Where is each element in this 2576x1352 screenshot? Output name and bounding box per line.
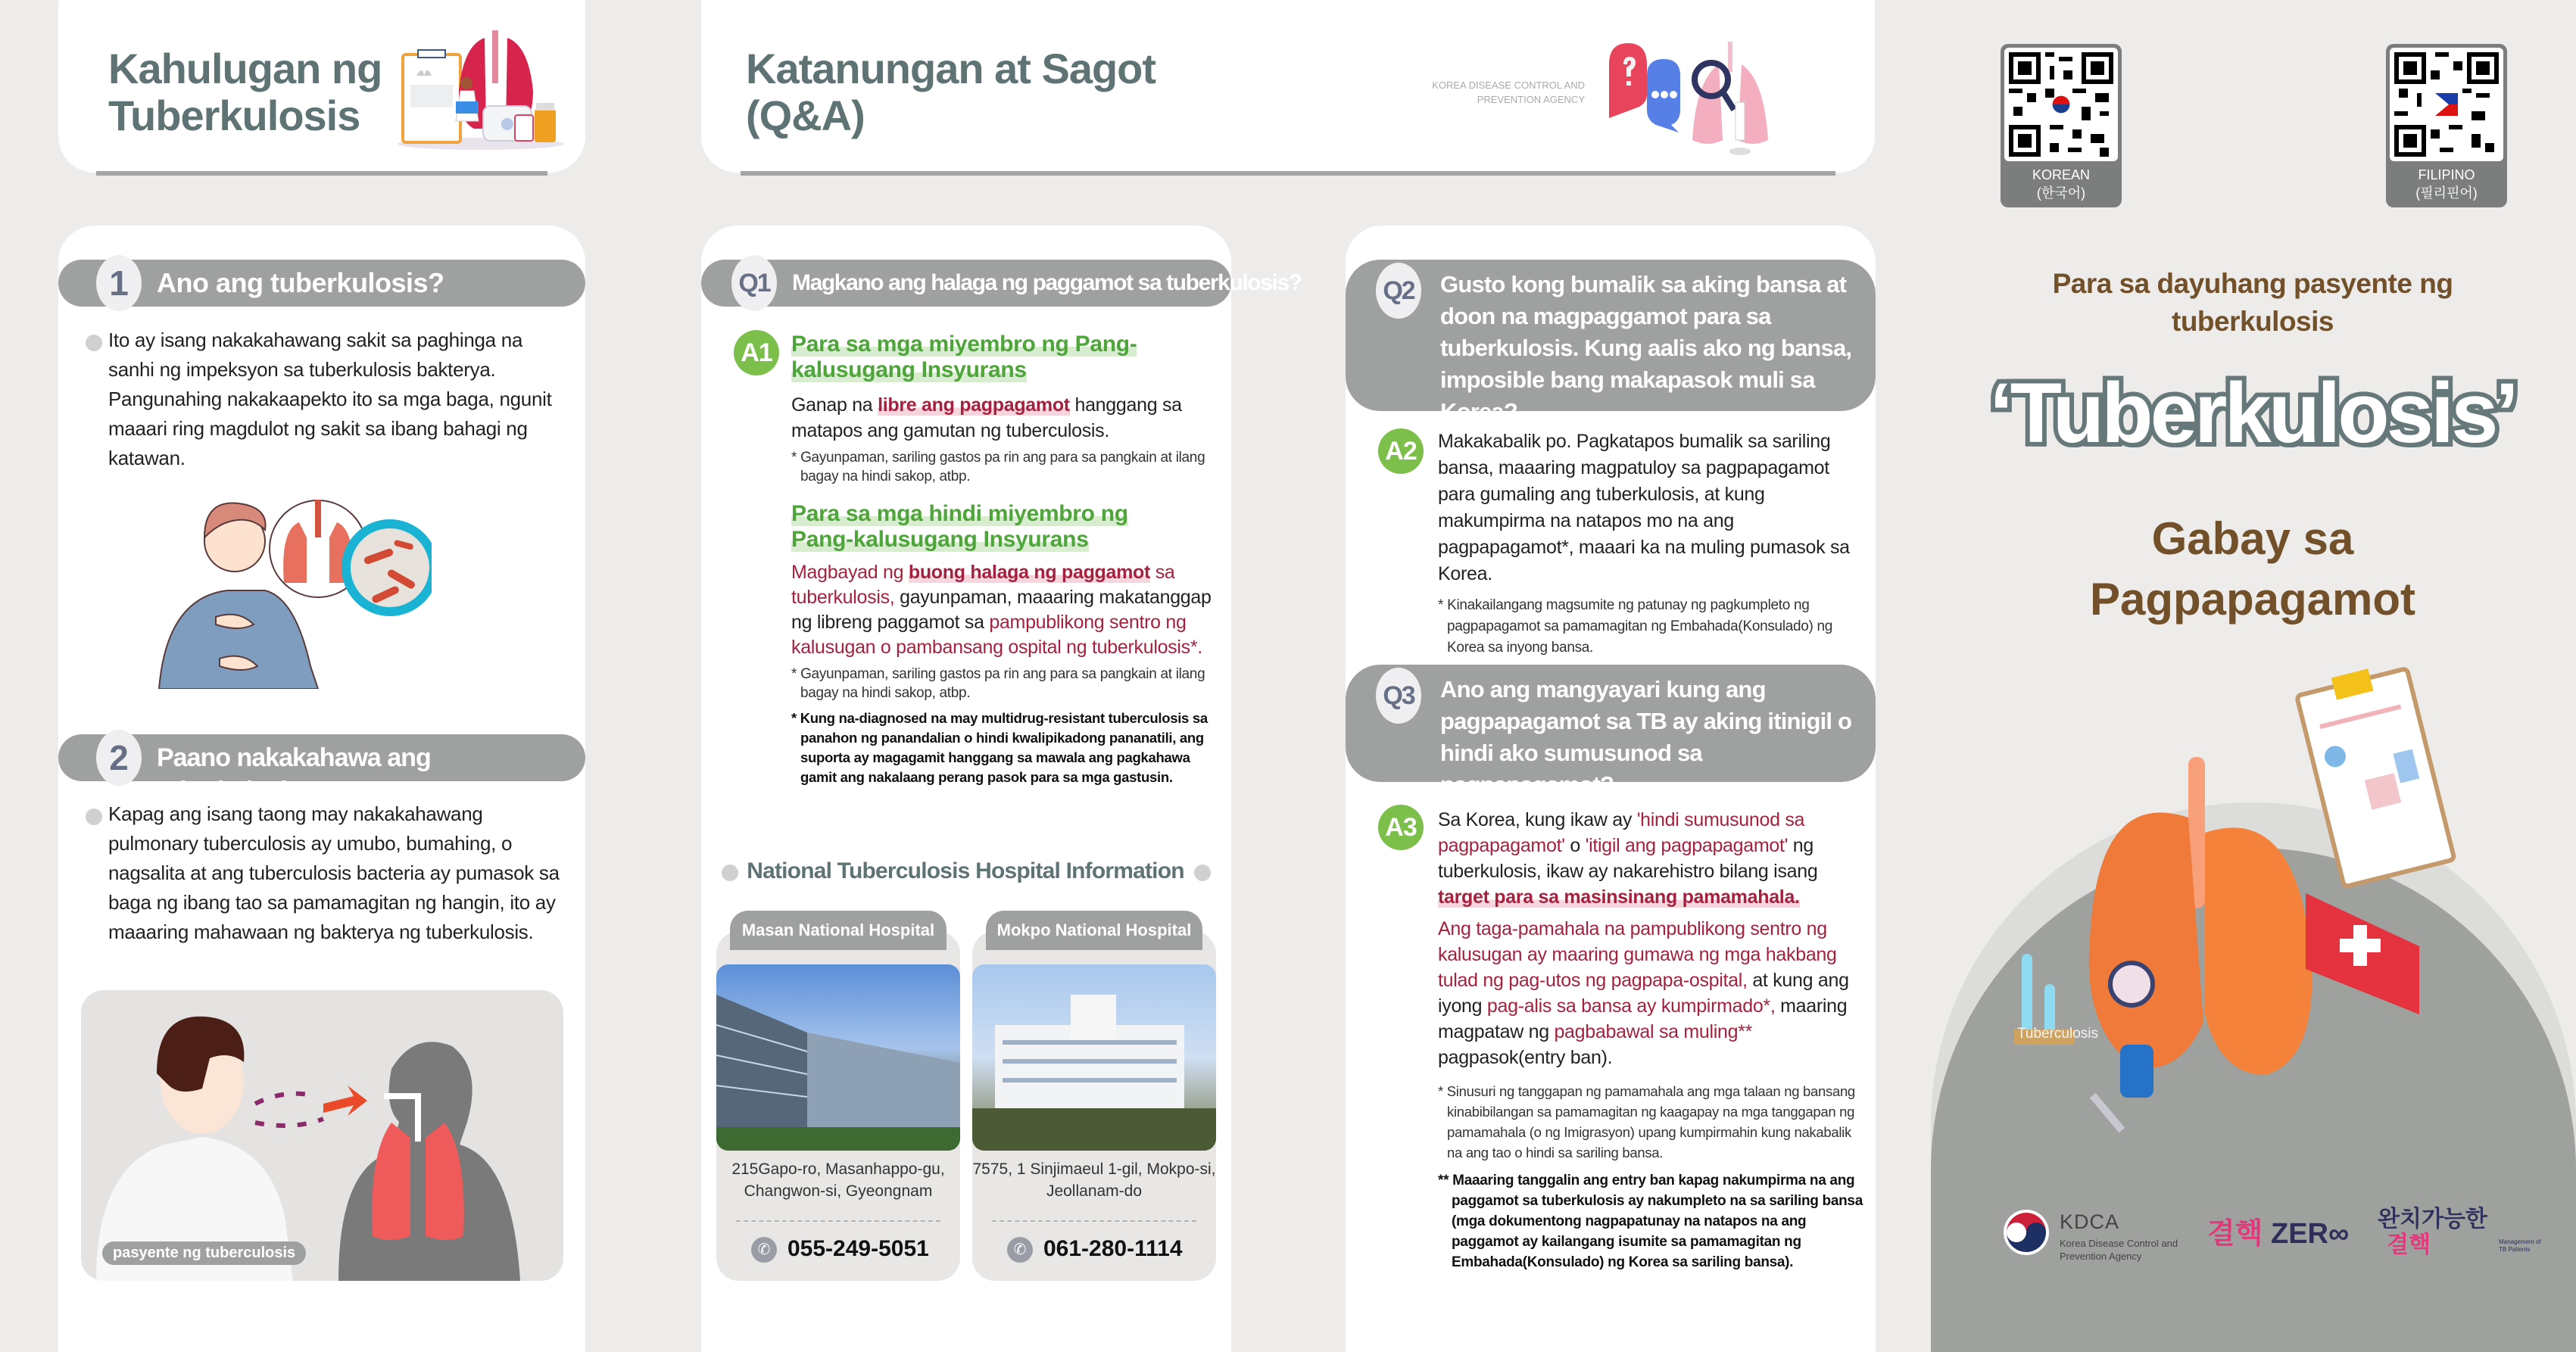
a3-badge: A3: [1378, 805, 1424, 850]
mokpo-building: [972, 964, 1216, 1151]
mokpo-address-line1: 7575, 1 Sinjimaeul 1-gil, Mokpo-si,: [972, 1160, 1216, 1178]
qr-korean-label-line2: (한국어): [2036, 185, 2086, 201]
panel1-header-title: [108, 45, 382, 139]
a1-nonmember-heading-text: Para sa mga hindi miyembro ng Pang-kalusugang Insyurans: [791, 501, 1128, 552]
section2-title: Paano nakakahawa ang tuberkulosis?: [157, 743, 431, 805]
panel2-header-title: [746, 45, 1155, 139]
kdca-sub-line1: Korea Disease Control and: [2060, 1238, 2178, 1249]
q3-question-pill: [1346, 665, 1876, 798]
doctor-lungs-illustration: [394, 30, 568, 151]
a1-nonmember-body-2: buong halaga ng paggamot: [908, 562, 1151, 583]
curable-tb-logo-line1: 완치가능한: [2378, 1207, 2487, 1232]
qr-pattern-icon: [2004, 48, 2118, 161]
qr-pattern-icon: [2390, 48, 2503, 161]
a3-text-2: 'hindi sumusunod sa pagpapagamot': [1438, 809, 1805, 856]
cover-guide-line2: Pagpapagamot: [2089, 574, 2416, 625]
masan-building: [716, 964, 960, 1151]
kdca-logo-subtext: [2060, 1237, 2178, 1263]
curable-tb-logo: [2378, 1207, 2487, 1258]
a3-content: [1438, 807, 1870, 1273]
a1-nonmember-body-4: gayunpaman, maaaring makatanggap ng libreng paggamot sa: [791, 587, 1212, 633]
section1-body: Ito ay isang nakakahawang sakit sa paghinga na sanhi ng impeksyon sa tuberkulosis bakterya. Pangunahing nakakaapekto ito sa mga baga, ngunit maaari ring magdulot ng sakit sa ibang bahagi ng katawan.: [108, 329, 552, 469]
a2-content: [1438, 428, 1862, 659]
a1-member-heading-text: Para sa mga miyembro ng Pang-kalusugang Insyurans: [791, 332, 1137, 382]
panel2-title-line2: (Q&A): [746, 92, 865, 139]
a3-text-b3: pag-alis sa bansa ay kumpirmado*,: [1486, 995, 1776, 1017]
hospital-title-dot-left: [722, 864, 738, 881]
a1-nonmember-body-5: pampublikong sentro ng kalusugan o pambansang ospital ng tuberkulosis*.: [791, 612, 1202, 658]
qr-code-korean[interactable]: [2001, 44, 2122, 207]
hospital-title-dot-right: [1194, 864, 1211, 881]
section1-number-badge: 1: [96, 255, 142, 311]
a2-badge: A2: [1378, 428, 1424, 474]
cover-guide-title: [1954, 509, 2552, 630]
agency-line2: PREVENTION AGENCY: [1477, 94, 1585, 105]
coughing-man-illustration: [144, 484, 432, 689]
a1-badge: A1: [734, 330, 779, 375]
masan-address-line1: 215Gapo-ro, Masanhappo-gu,: [731, 1160, 945, 1178]
kdca-sub-line2: Prevention Agency: [2060, 1251, 2142, 1262]
a1-member-note: * Gayunpaman, sariling gastos pa rin ang para sa pangkain at ilang bagay na hindi sakop, atbp.: [791, 450, 1205, 484]
phone-icon: ✆: [1007, 1237, 1033, 1263]
hospital-name-mokpo: Mokpo National Hospital: [986, 911, 1202, 950]
a3-text-b2: at kung ang iyong: [1438, 970, 1849, 1017]
a1-member-body-highlight: libre ang pagpagamot: [878, 394, 1070, 416]
tb-zero-logo-korean: 결핵: [2207, 1218, 2263, 1250]
q1-question: Magkano ang halaga ng paggamot sa tuberkulosis?: [792, 270, 1302, 295]
qr-code-filipino[interactable]: [2386, 44, 2507, 207]
a1-member-body-post: hanggang sa matapos ang gamutan ng tuberculosis.: [791, 394, 1182, 441]
a1-nonmember-heading: [791, 501, 1185, 553]
mokpo-divider: [992, 1220, 1196, 1222]
cover-subtitle-line2: tuberkulosis: [2172, 306, 2334, 337]
qr-filipino-label-line2: (필리핀어): [2415, 185, 2478, 201]
cover-guide-line1: Gabay sa: [2151, 513, 2354, 564]
qr-code-korean-box: [2004, 48, 2118, 161]
a3-answer-part1: [1438, 807, 1870, 910]
a3-text-6: target para sa masinsinang pamamahala.: [1438, 886, 1800, 908]
a2-note: * Kinakailangang magsumite ng patunay ng pagkumpleto ng pagpapagamot sa pamamagitan ng Embahada(Konsulado) ng Korea sa inyong bansa.: [1438, 597, 1833, 656]
a1-nonmember-body: [791, 560, 1215, 660]
a3-text-b4: maaring magpataw ng: [1438, 995, 1848, 1042]
section2-body: Kapag ang isang taong may nakakahawang pulmonary tuberculosis ay umubo, bumahing, o nagsalita at ang tuberculosis bacteria ay pumasok sa baga ng ibang tao sa pamamagitan ng hangin, ito ay maaaring mahawaan ng bakterya ng tuberkulosis.: [108, 802, 560, 943]
q3-badge: Q3: [1376, 668, 1421, 724]
lungs-medical-illustration: [2007, 666, 2521, 1135]
a3-note2: ** Maaaring tanggalin ang entry ban kapag nakumpirma na ang paggamot sa tuberkulosis ay nakumpleto na sa sariling bansa (mga dokumentong nagpapatunay na natapos na ang paggamot ay kailangang isumite sa pamamagitan ng Embahada(Konsulado) ng Korea sa sariling bansa).: [1438, 1173, 1863, 1270]
kdca-logo-text: KDCA: [2060, 1210, 2120, 1233]
cover-main-title: ‘Tuberkulosis’: [1989, 366, 2516, 460]
a3-text-5: ng tuberkulosis, ikaw ay nakarehistro bilang isang: [1438, 835, 1818, 882]
a1-member-body-pre: Ganap na: [791, 394, 878, 416]
agency-name-small: [1363, 78, 1585, 107]
tb-zero-logo: [2207, 1217, 2349, 1251]
a3-text-b6: pagpasok(entry ban).: [1438, 1047, 1613, 1068]
panel2-title-line1: Katanungan at Sagot: [746, 45, 1156, 92]
a3-text-b1: Ang taga-pamahala na pampublikong sentro ng kalusugan ay maaring gumawa ng mga hakbang tulad ng pag-utos ng pagpapa-ospital,: [1438, 918, 1837, 991]
masan-divider: [736, 1220, 940, 1222]
section2-bullet: [86, 808, 102, 825]
cover-illustration-label: Tuberculosis: [2017, 1026, 2099, 1042]
transmission-figures: [81, 990, 563, 1281]
panel1-title-line1: Kahulugan ng: [108, 45, 382, 92]
a1-nonmember-note1: * Gayunpaman, sariling gastos pa rin ang para sa pangkain at ilang bagay na hindi sakop, atbp.: [791, 666, 1205, 701]
a3-text-1: Sa Korea, kung ikaw ay: [1438, 809, 1637, 830]
phone-icon: ✆: [751, 1237, 777, 1263]
qa-lungs-illustration: [1605, 42, 1832, 159]
masan-address-line2: Changwon-si, Gyeongnam: [744, 1182, 933, 1200]
cover-subtitle: [1954, 265, 2552, 341]
curable-tb-sub-line1: Management of: [2499, 1238, 2541, 1245]
lungs-icon: ∞: [2328, 1218, 2350, 1250]
a3-text-4: 'itigil ang pagpapagamot': [1585, 835, 1789, 856]
a3-answer-part2: [1438, 916, 1870, 1070]
curable-tb-logo-line2: 결핵: [2387, 1232, 2431, 1257]
a1-nonmember-body-1: Magbayad ng: [791, 562, 909, 583]
panel2-header-underline: [741, 171, 1835, 176]
transmission-illustration: [81, 990, 563, 1281]
section1-bullet: [86, 335, 102, 351]
qr-filipino-label-line1: FILIPINO: [2418, 167, 2475, 182]
q1-question-pill: [701, 260, 1302, 307]
section2-heading-pill: [58, 734, 585, 805]
panel1-title-line2: Tuberkulosis: [108, 92, 360, 139]
cover-subtitle-line1: Para sa dayuhang pasyente ng: [2052, 268, 2453, 299]
patient-caption-label: pasyente ng tuberculosis: [102, 1241, 306, 1265]
section2-number-badge: 2: [96, 730, 142, 786]
q1-badge: Q1: [731, 255, 777, 311]
a1-member-heading: [791, 332, 1147, 383]
panel1-header-underline: [96, 171, 547, 176]
qr-korean-label-line1: KOREAN: [2032, 167, 2091, 182]
curable-tb-sub-line2: TB Patients: [2499, 1246, 2531, 1253]
section1-title: Ano ang tuberkulosis?: [157, 267, 444, 298]
qr-code-filipino-box: [2390, 48, 2503, 161]
a1-nonmember-body-3: sa tuberkulosis,: [791, 562, 1175, 608]
hospital-phone-mokpo[interactable]: 061-280-1114: [1043, 1236, 1183, 1261]
agency-line1: KOREA DISEASE CONTROL AND: [1432, 79, 1585, 91]
masan-hospital-photo: [716, 964, 960, 1151]
hospital-address-masan: [716, 1158, 960, 1202]
mokpo-hospital-photo: [972, 964, 1216, 1151]
q2-badge: Q2: [1376, 263, 1421, 319]
a3-note1: * Sinusuri ng tanggapan ng pamamahala ang mga talaan ng bansang kinabibilangan sa pamamagitan ng kaagapay na mga tanggapan ng pamamahala (o ng Imigrasyon) upang kumpirmahin kung nakabalik na ang tao o hindi sa sariling bansa.: [1438, 1083, 1855, 1160]
hospital-address-mokpo: [972, 1158, 1216, 1202]
hospital-name-masan: Masan National Hospital: [730, 911, 947, 950]
curable-tb-logo-subtext: [2499, 1238, 2541, 1254]
kdca-logo-icon: [2003, 1209, 2050, 1256]
q2-question: Gusto kong bumalik sa aking bansa at doon na magpaggamot para sa tuberkulosis. Kung aalis ako ng bansa, imposible bang makapasok muli sa Korea?: [1440, 271, 1852, 425]
a1-member-body: [791, 392, 1215, 444]
a3-text-b5: pagbabawal sa muling**: [1554, 1021, 1753, 1042]
tb-zero-logo-english: ZER: [2270, 1218, 2328, 1250]
a2-answer: Makakabalik po. Pagkatapos bumalik sa sariling bansa, maaaring magpatuloy sa pagpapagamot para gumaling ang tuberkulosis, at kung makumpirma na natapos mo na ang pagpapagamot*, maaari ka na muling pumasok sa Korea.: [1438, 431, 1850, 584]
hospital-phone-masan[interactable]: 055-249-5051: [787, 1236, 929, 1261]
hospital-info-title: National Tuberculosis Hospital Information: [747, 858, 1184, 883]
mokpo-address-line2: Jeollanam-do: [1046, 1182, 1143, 1200]
q2-question-pill: [1346, 260, 1876, 425]
q3-question: Ano ang mangyayari kung ang pagpapagamot sa TB ay aking itinigil o hindi ako sumusunod sa pagpapagamot?: [1440, 676, 1852, 798]
a1-content: [791, 332, 1215, 787]
a3-text-3: o: [1564, 835, 1586, 856]
section1-heading-pill: [58, 260, 585, 307]
a1-nonmember-note2: * Kung na-diagnosed na may multidrug-resistant tuberculosis sa panahon ng panandalian o hindi kwalipikadong pananatili, ang suporta ay magagamit hanggang sa mawala ang pagkahawa gamit ang nakalaang perang pasok para sa mga gastusin.: [791, 710, 1208, 785]
